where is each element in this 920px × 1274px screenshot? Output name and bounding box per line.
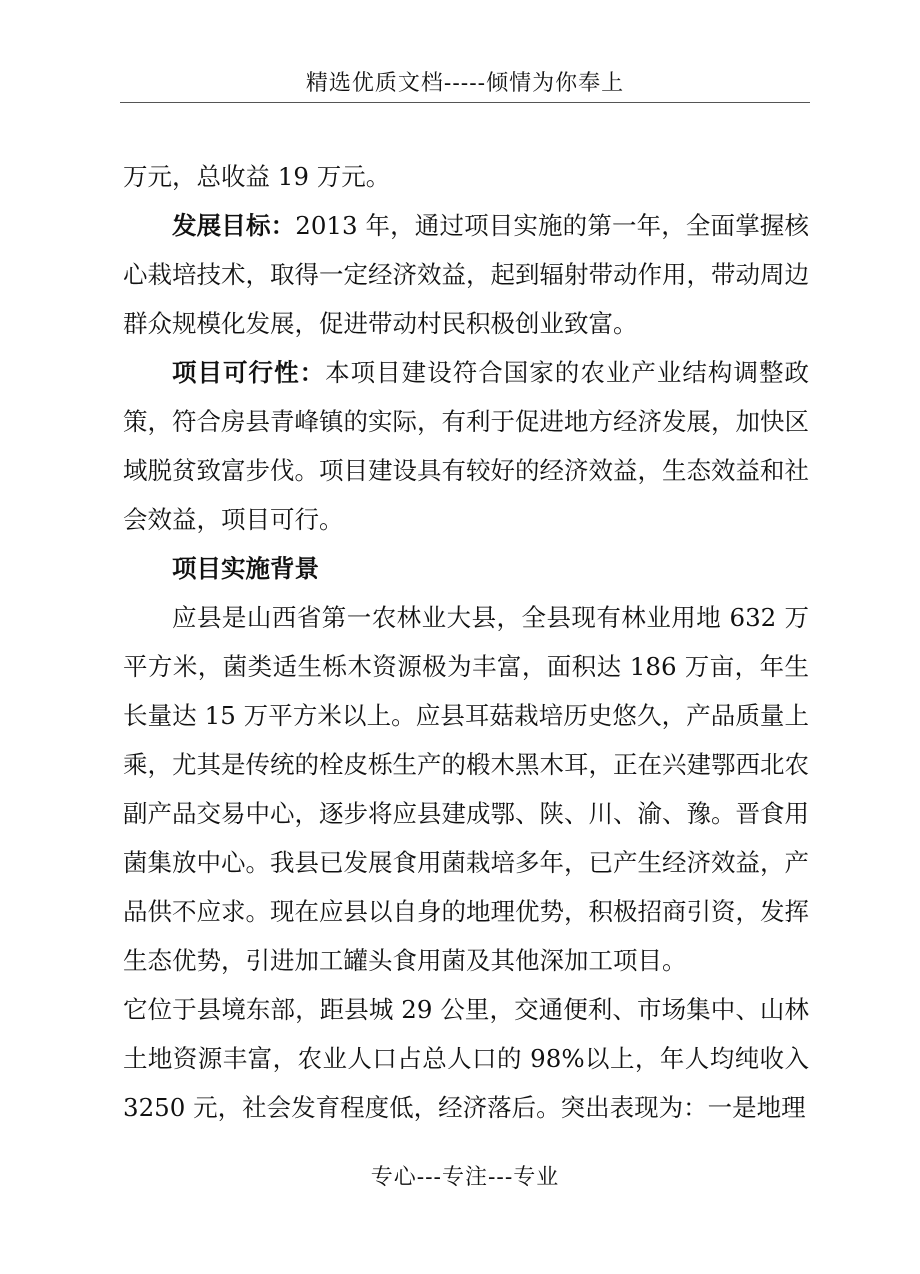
page-footer: 专心---专注---专业 <box>370 1165 560 1190</box>
goal-paragraph <box>123 201 809 348</box>
background-paragraph: 应县是山西省第一农林业大县，全县现有林业用地 632 万平方米，菌类适生栎木资源极为丰富，面积达 186 万亩，年生长量达 15 万平方米以上。应县耳菇栽培历史悠久，产品质量上乘，尤其是传统的栓皮栎生产的椴木黑木耳，正在兴建鄂西北农副产品交易中心，逐步将应县建成鄂、陕、川、渝、豫。晋食用菌集放中心。我县已发展食用菌栽培多年，已产生经济效益，产品供不应求。现在应县以自身的地理优势，积极招商引资，发挥生态优势，引进加工罐头食用菌及其他深加工项目。 <box>123 603 809 975</box>
goal-label: 发展目标： <box>172 211 296 240</box>
document-body <box>123 152 809 1132</box>
goal-text: 2013 年，通过项目实施的第一年，全面掌握核心栽培技术，取得一定经济效益，起到辐射带动作用，带动周边群众规模化发展，促进带动村民积极创业致富。 <box>123 211 809 338</box>
location-paragraph: 它位于县境东部，距县城 29 公里，交通便利、市场集中、山林土地资源丰富，农业人口占总人口的 98%以上，年人均纯收入 3250 元，社会发育程度低，经济落后。突出表现为：一是地理 <box>123 995 809 1122</box>
continuation-paragraph: 万元，总收益 19 万元。 <box>123 162 391 191</box>
header-divider <box>120 102 810 103</box>
page-header: 精选优质文档-----倾情为你奉上 <box>305 71 625 96</box>
feasibility-label: 项目可行性： <box>172 358 326 387</box>
feasibility-paragraph <box>123 348 809 544</box>
background-heading: 项目实施背景 <box>172 554 319 583</box>
feasibility-text: 本项目建设符合国家的农业产业结构调整政策，符合房县青峰镇的实际，有利于促进地方经济发展，加快区域脱贫致富步伐。项目建设具有较好的经济效益，生态效益和社会效益，项目可行。 <box>123 358 809 534</box>
